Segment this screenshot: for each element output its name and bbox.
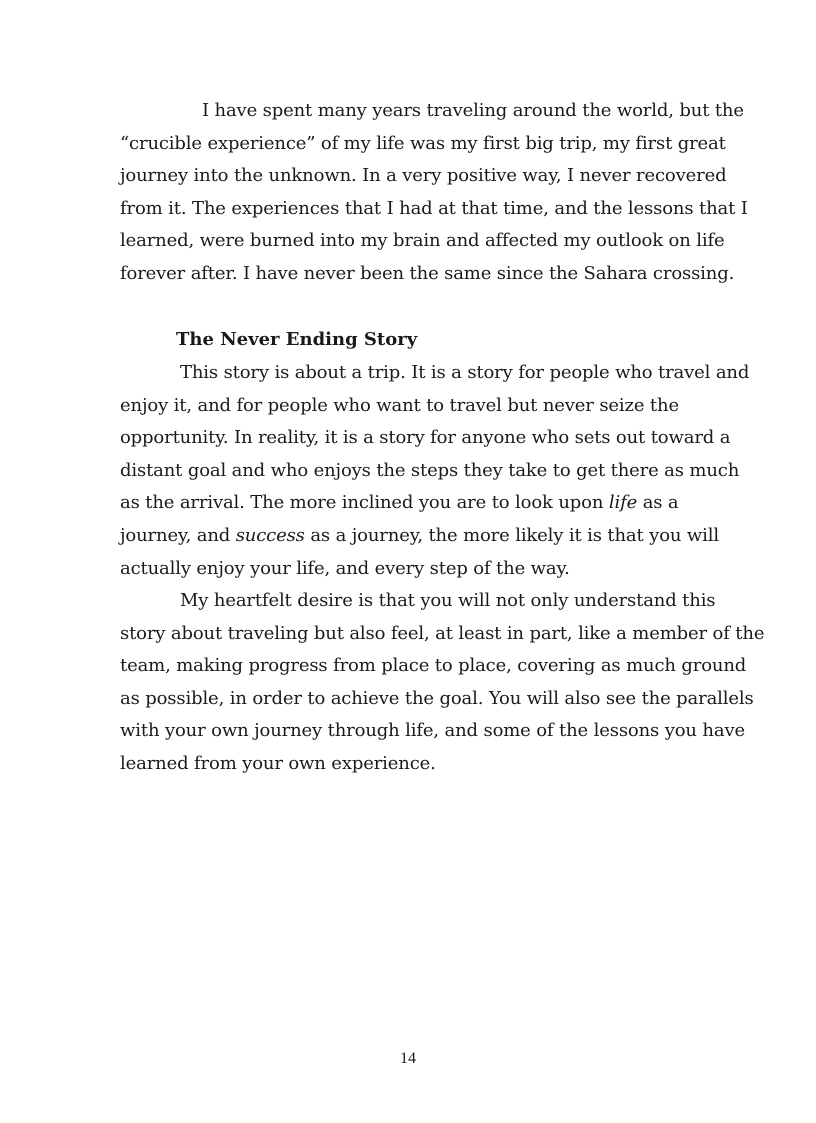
paragraph-line: team, making progress from place to place, covering as much ground <box>120 655 747 677</box>
paragraph-line <box>120 520 719 553</box>
page-number: 14 <box>400 1050 416 1067</box>
section-paragraph-1 <box>120 357 750 585</box>
paragraph-line: learned from your own experience. <box>120 752 436 774</box>
paragraph-line <box>120 487 700 520</box>
paragraph-line: enjoy it, and for people who want to travel but never seize the <box>120 394 679 416</box>
paragraph-line: opportunity. In reality, it is a story for anyone who sets out toward a <box>120 427 731 449</box>
intro-line: from it. The experiences that I had at that time, and the lessons that I <box>120 197 748 219</box>
paragraph-line: story about traveling but also feel, at least in part, like a member of the <box>120 622 765 644</box>
paragraph-line: as possible, in order to achieve the goal. You will also see the parallels <box>120 687 754 709</box>
section-paragraph-2 <box>120 585 765 781</box>
intro-paragraph <box>120 95 748 291</box>
intro-line: learned, were burned into my brain and affected my outlook on life <box>120 230 725 252</box>
paragraph-line: This story is about a trip. It is a story for people who travel and <box>180 362 750 383</box>
paragraph-line: actually enjoy your life, and every step of the way. <box>120 557 570 579</box>
section-heading: The Never Ending Story <box>176 329 418 350</box>
line-text: journey, and <box>120 524 236 546</box>
intro-line: I have spent many years traveling around the world, but the <box>202 100 744 121</box>
intro-line: journey into the unknown. In a very positive way, I never recovered <box>120 165 727 187</box>
intro-line: forever after. I have never been the same since the Sahara crossing. <box>120 262 735 284</box>
line-text: as the arrival. The more inclined you are to look upon <box>120 492 609 514</box>
line-text: as a <box>637 492 679 514</box>
paragraph-line: with your own journey through life, and some of the lessons you have <box>120 720 745 742</box>
italic-word-success: success <box>235 524 305 546</box>
intro-line: “crucible experience” of my life was my first big trip, my first great <box>120 132 726 154</box>
paragraph-line: My heartfelt desire is that you will not only understand this <box>180 590 716 611</box>
paragraph-line: distant goal and who enjoys the steps they take to get there as much <box>120 459 740 481</box>
italic-word-life: life <box>608 492 638 514</box>
line-text: as a journey, the more likely it is that you will <box>304 524 719 546</box>
